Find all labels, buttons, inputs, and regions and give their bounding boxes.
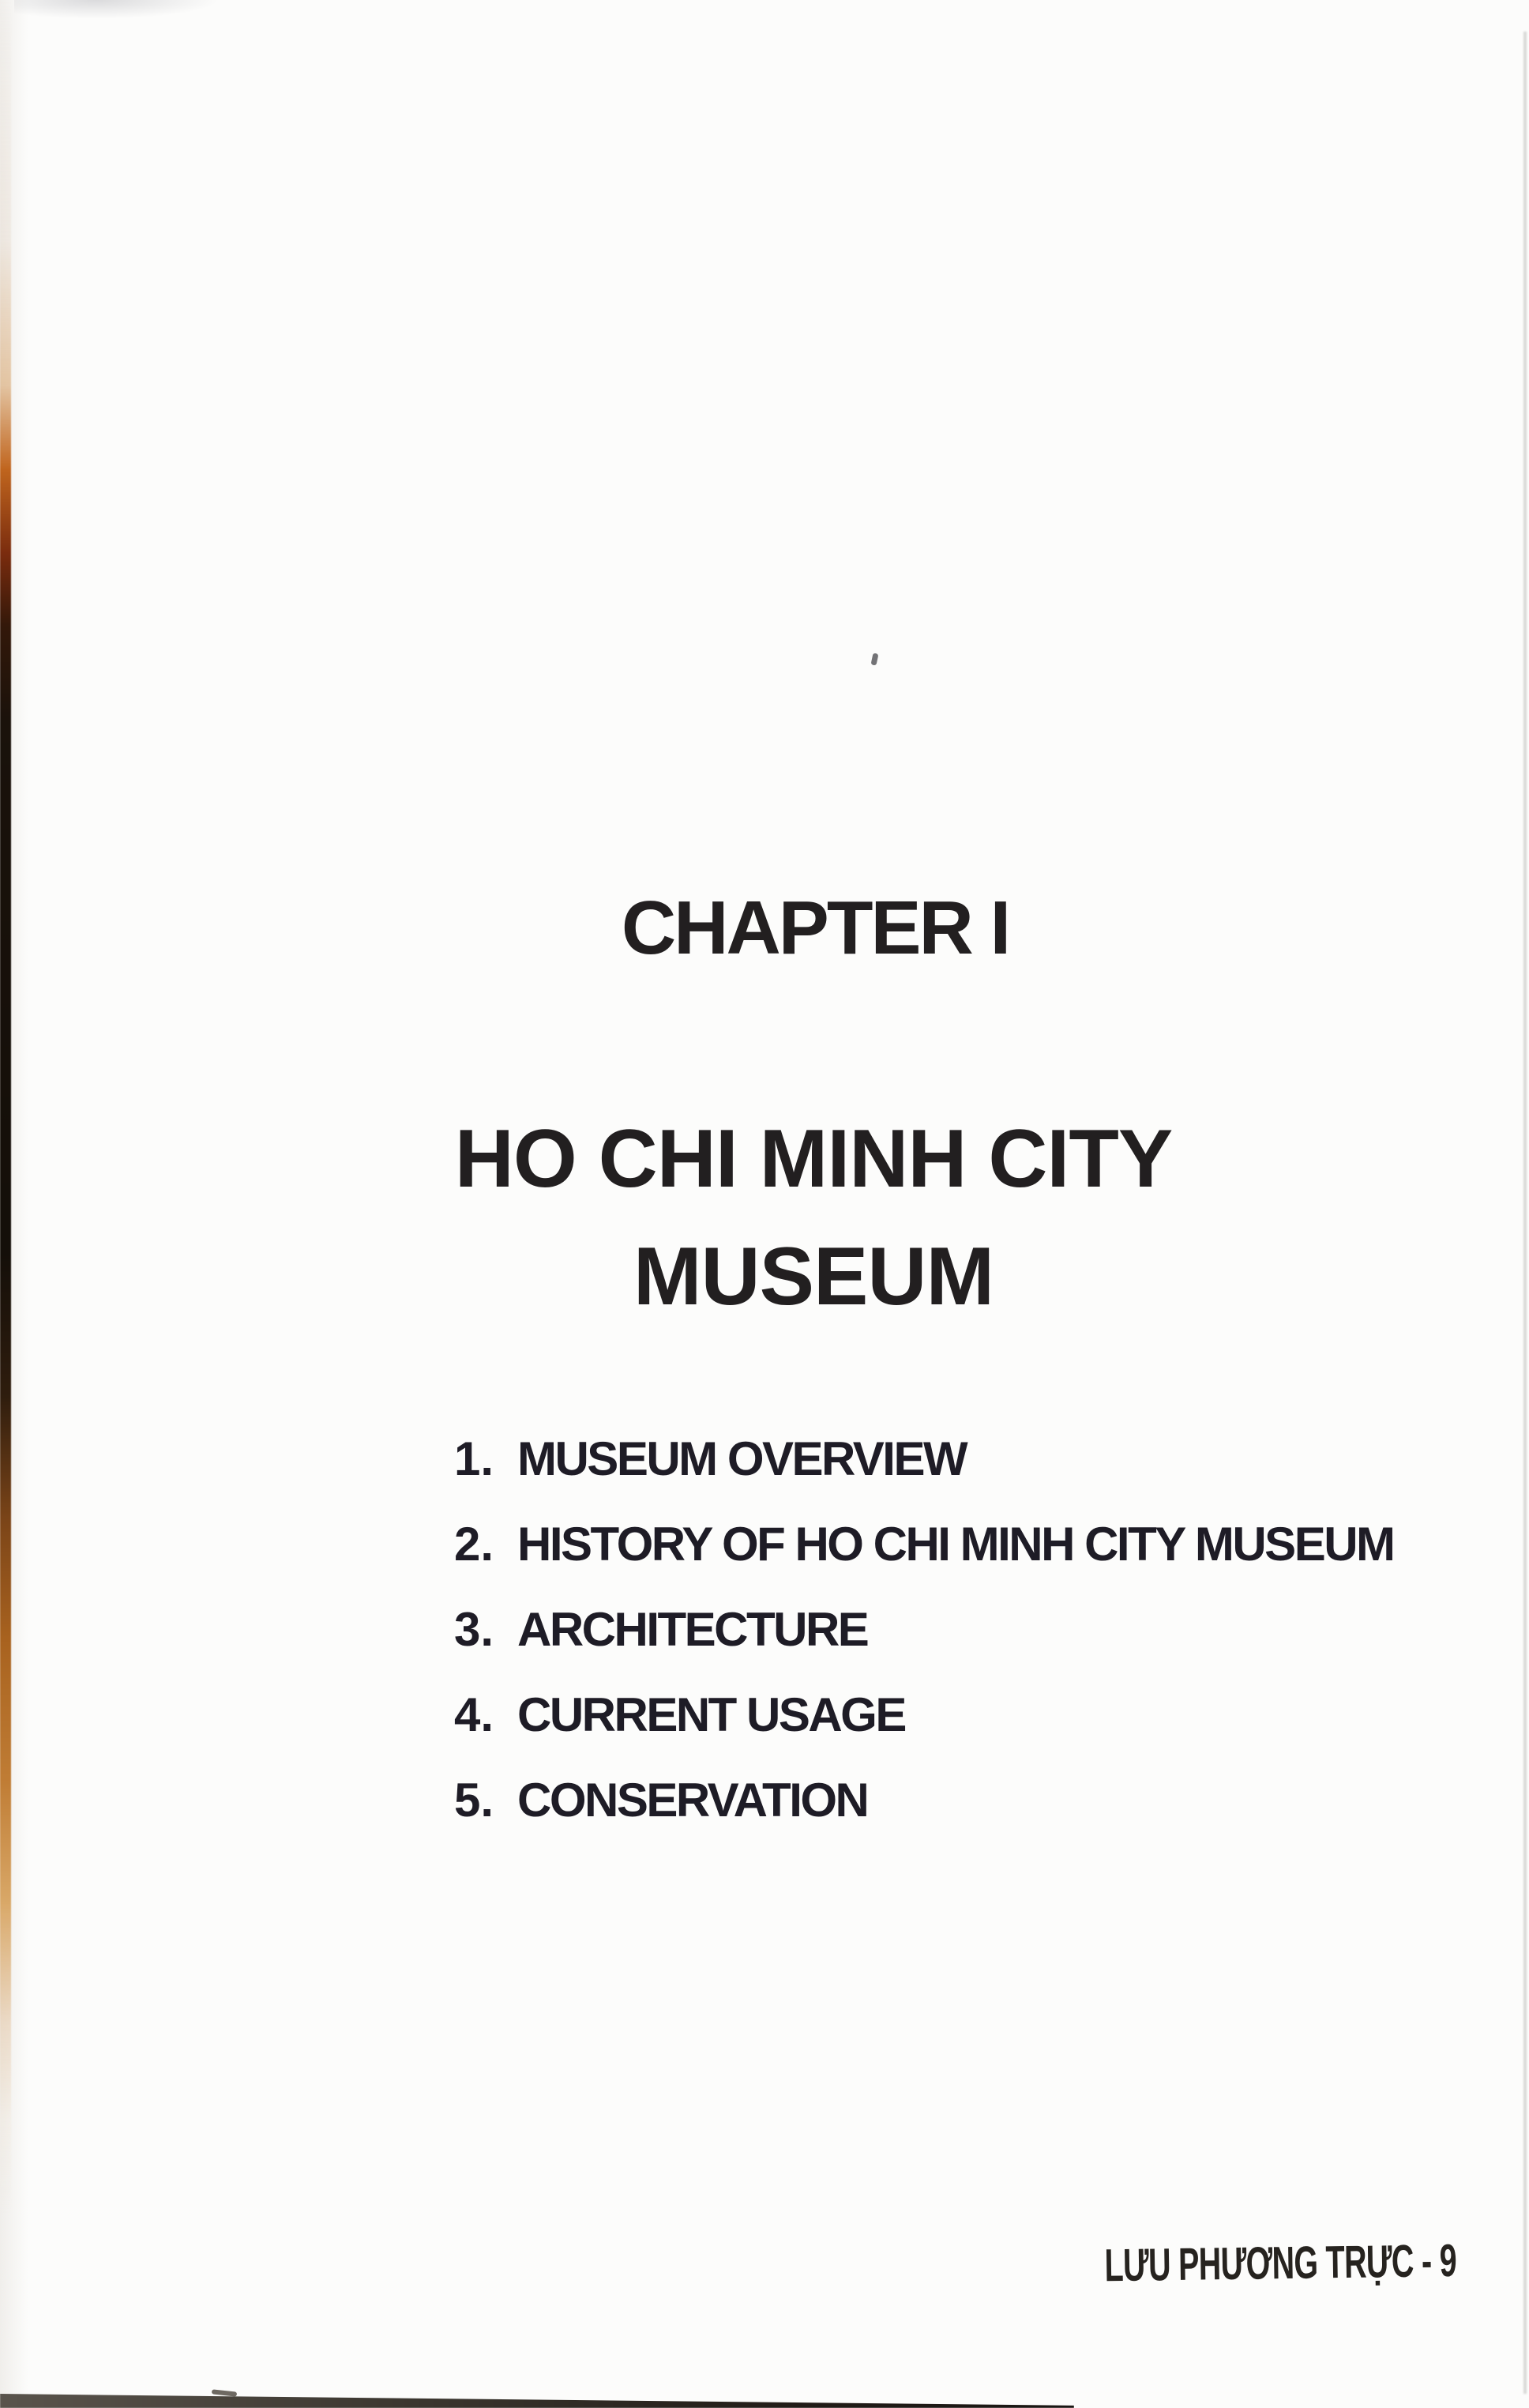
- chapter-title: [455, 1101, 1172, 1336]
- toc-item-number: 4.: [454, 1688, 494, 1741]
- chapter-heading: CHAPTER I: [621, 886, 1009, 970]
- scan-bottom-speck: [212, 2389, 237, 2396]
- toc-item-number: 2.: [454, 1518, 494, 1571]
- toc-item: [454, 1776, 1394, 1861]
- toc-item: [454, 1432, 1394, 1520]
- scan-right-edge-line: [1523, 32, 1527, 2394]
- scan-left-edge-artifact: [0, 0, 11, 2408]
- toc-item-number: 3.: [454, 1603, 494, 1656]
- scan-bottom-edge-artifact: [0, 2387, 1074, 2408]
- toc-item-label: ARCHITECTURE: [517, 1603, 868, 1656]
- toc-item-number: 1.: [454, 1432, 494, 1485]
- chapter-title-line1: HO CHI MINH CITY: [454, 1113, 1173, 1205]
- toc-list: [454, 1432, 1394, 1861]
- toc-item-label: HISTORY OF HO CHI MINH CITY MUSEUM: [517, 1518, 1394, 1571]
- toc-item-label: MUSEUM OVERVIEW: [517, 1432, 967, 1485]
- toc-item: [454, 1605, 1394, 1691]
- scan-ink-speck: [871, 653, 879, 665]
- toc-item-number: 5.: [454, 1774, 494, 1827]
- toc-item-label: CONSERVATION: [517, 1774, 868, 1827]
- toc-item: [454, 1520, 1394, 1605]
- toc-item-label: CURRENT USAGE: [517, 1688, 905, 1741]
- toc-item: [454, 1688, 1394, 1776]
- page-footer: [1104, 2235, 1457, 2292]
- chapter-title-line2: MUSEUM: [633, 1231, 994, 1323]
- scan-top-smudge: [14, 0, 220, 19]
- footer-author-page: LƯU PHƯƠNG TRỰC - 9: [1104, 2235, 1457, 2292]
